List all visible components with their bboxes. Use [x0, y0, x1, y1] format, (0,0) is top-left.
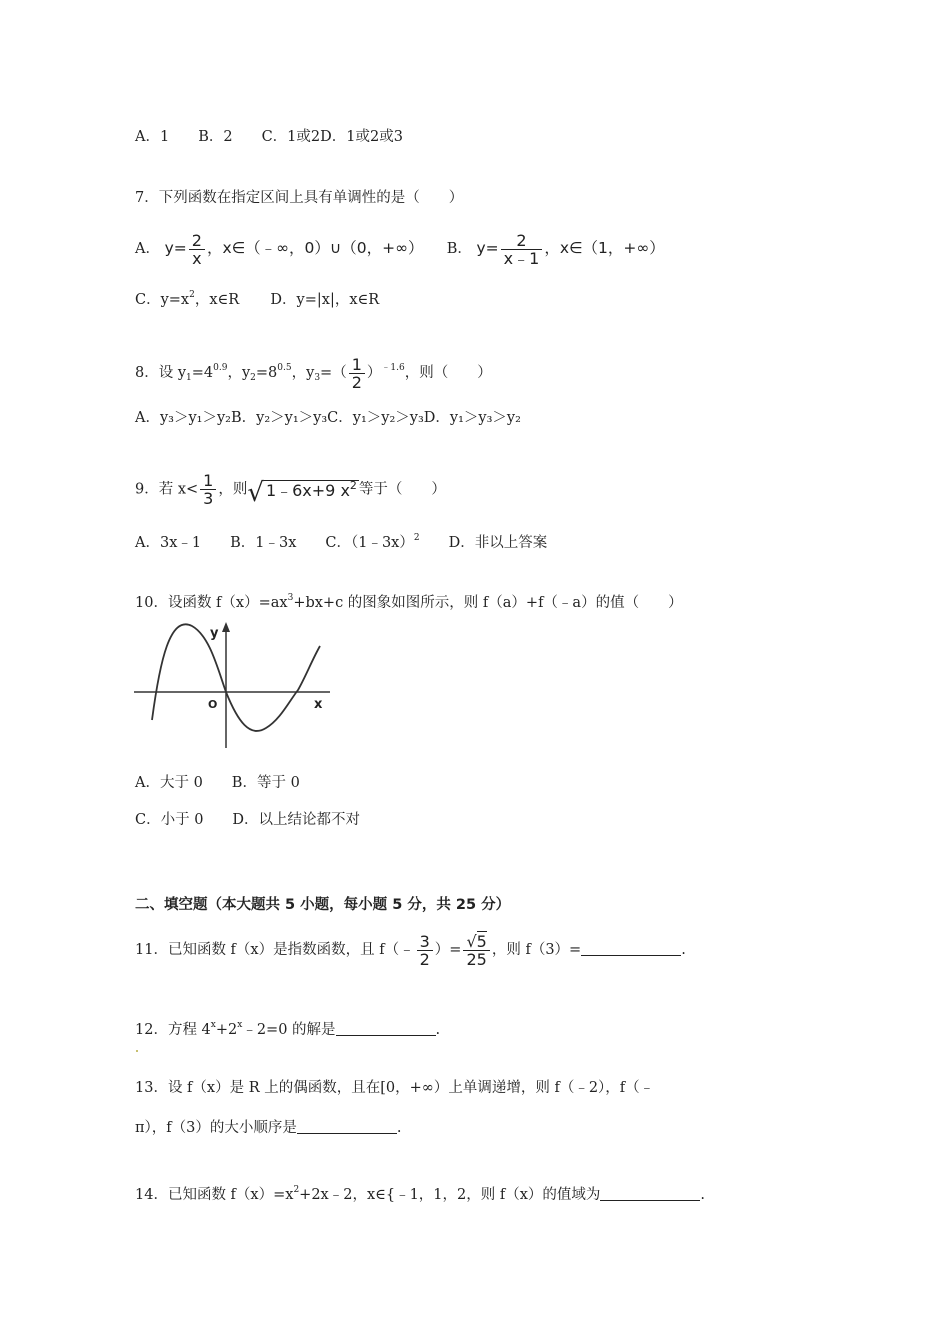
q9-fraction [200, 472, 216, 507]
q14-exp: 2 [293, 1185, 300, 1195]
q8-y2-sub: 2 [250, 373, 256, 383]
q8-y2-eq: =8 [255, 365, 278, 381]
q7-a-prefix: A． [135, 241, 160, 257]
q11-answer-blank[interactable] [581, 941, 681, 956]
q8-y1-exp: 0.9 [213, 363, 228, 373]
q14-answer-blank[interactable] [600, 1186, 700, 1201]
q14-end: . [700, 1187, 706, 1203]
q12-prefix: 12．方程 4 [135, 1022, 211, 1038]
q11-frac-den: 2 [419, 949, 430, 969]
q7-options-cd [135, 285, 379, 310]
q8-y2-lbl: ，y [227, 365, 251, 381]
q8-y1-eq: =4 [191, 365, 214, 381]
q9-options-a: A．3x﹣1 B．1﹣3x C．（1﹣3x） [135, 535, 414, 551]
q9-radicand: 1﹣6x+9 x [265, 481, 350, 500]
q8-frac-den: 2 [351, 372, 362, 392]
q8-y3-sub: 3 [314, 373, 321, 383]
q7-b-prefix: B． [446, 241, 472, 257]
q10-stem-a: 10．设函数 f（x）=ax [135, 595, 288, 611]
q9-tail: 等于（ ） [358, 481, 446, 498]
q10-options-cd: C．小于 0 D．以上结论都不对 [135, 812, 361, 828]
q8-options: A．y₃＞y₁＞y₂B．y₂＞y₁＞y₃C．y₁＞y₂＞y₃D．y₁＞y₃＞y₂ [135, 410, 521, 426]
q11-root: 5 [476, 931, 487, 951]
q7-a-num: 2 [189, 232, 205, 250]
q7-stem: 7．下列函数在指定区间上具有单调性的是（ ） [135, 190, 464, 206]
q7-b-domain: ，x∈（1，+∞） [544, 239, 665, 257]
q12-exp1: x [210, 1020, 216, 1030]
q9-stem [135, 466, 446, 513]
q12-stem [135, 1015, 440, 1040]
q8-frac-num: 1 [349, 356, 365, 374]
q7-b-fraction [501, 232, 543, 267]
q9-options-d: D．非以上答案 [419, 535, 548, 551]
q11-prefix: 11．已知函数 f（x）是指数函数，且 f（ [135, 942, 400, 958]
q10-stem-b: +bx+c 的图象如图所示，则 f（a）+f（﹣a）的值（ ） [293, 595, 683, 611]
graph-label-origin: O [208, 698, 218, 711]
q8-fraction [349, 356, 365, 391]
q9-frac-den: 3 [203, 489, 214, 508]
section-heading: 二、填空题（本大题共 5 小题，每小题 5 分，共 25 分） [135, 897, 511, 913]
q11-fraction [417, 933, 433, 968]
q12-exp2: x [237, 1020, 243, 1030]
q7-b-y: y= [476, 239, 499, 257]
q8-y1-sub: 1 [186, 373, 192, 383]
q7-c-rest: ，x∈R [194, 292, 240, 308]
q14-prefix: 14．已知函数 f（x）=x [135, 1187, 294, 1203]
q12-end: . [435, 1022, 441, 1038]
q11-root-num: √5 [463, 933, 489, 951]
q8-stem [135, 348, 492, 398]
q13-end: . [396, 1120, 402, 1136]
q12-rest: ﹣2=0 的解是 [242, 1022, 336, 1038]
q12-answer-blank[interactable] [336, 1021, 436, 1036]
q11-neg: ﹣ [399, 940, 415, 958]
q8-close: ） [366, 365, 382, 381]
q8-y3-lbl: ，y [291, 365, 315, 381]
q7-c-prefix: C．y=x [135, 292, 190, 308]
q14-rest: +2x﹣2，x∈{﹣1，1，2，则 f（x）的值域为 [299, 1187, 601, 1203]
q6-options: A．1 B．2 C．1或2D．1或2或3 [135, 129, 403, 145]
q9-radicand-exp: 2 [349, 479, 357, 492]
q10-options-ab: A．大于 0 B．等于 0 [135, 775, 300, 791]
q7-a-fraction [189, 232, 205, 267]
q11-root-den: 25 [466, 949, 487, 969]
q11-frac-num: 3 [417, 933, 433, 951]
q8-y2-exp: 0.5 [277, 363, 292, 373]
q9-then: ，则 [218, 481, 248, 498]
q14-stem [135, 1180, 705, 1205]
q9-prefix: 9．若 x< [135, 481, 199, 498]
q10-stem-exp: 3 [287, 593, 294, 603]
q13-answer-blank[interactable] [297, 1119, 397, 1134]
speck-mark [136, 1050, 138, 1052]
q8-tail: ，则（ ） [404, 365, 492, 381]
q13-line2-text: π），f（3）的大小顺序是 [135, 1120, 297, 1136]
q11-stem [135, 926, 686, 973]
graph-label-x: x [314, 697, 323, 712]
q7-d-option: D．y=|x|，x∈R [270, 292, 380, 308]
q11-eq: ）= [434, 942, 462, 958]
q11-end: . [681, 942, 686, 958]
q8-prefix: 8．设 y [135, 365, 187, 381]
q11-tail: ，则 f（3）= [491, 942, 582, 958]
q10-stem [135, 588, 683, 613]
q11-root-fraction [463, 933, 489, 968]
q8-y3-eq: =（ [320, 365, 347, 381]
q12-mid: +2 [215, 1022, 238, 1038]
q9-frac-num: 1 [200, 472, 216, 490]
q7-a-y: y= [164, 239, 187, 257]
q13-line2 [135, 1118, 401, 1138]
cubic-curve [152, 624, 320, 731]
y-axis-arrow-icon [222, 622, 230, 632]
q7-a-den: x [192, 248, 202, 268]
q7-b-num: 2 [501, 232, 543, 250]
graph-label-y: y [210, 626, 219, 641]
q9-options-exp: 2 [413, 533, 420, 543]
q8-exp: ﹣1.6 [381, 363, 405, 373]
cubic-function-graph [130, 620, 340, 752]
q7-b-den: x﹣1 [503, 248, 540, 268]
q7-options-ab [135, 228, 665, 269]
q13-line1: 13．设 f（x）是 R 上的偶函数，且在[0，+∞）上单调递增，则 f（﹣2），f（﹣ [135, 1080, 655, 1096]
q7-a-domain: ，x∈（﹣∞，0）∪（0，+∞） [206, 239, 424, 257]
q9-options [135, 528, 547, 553]
q7-c-exp: 2 [189, 290, 195, 300]
q9-radical: √ 1﹣6x+9 $x^2$ [247, 478, 357, 508]
